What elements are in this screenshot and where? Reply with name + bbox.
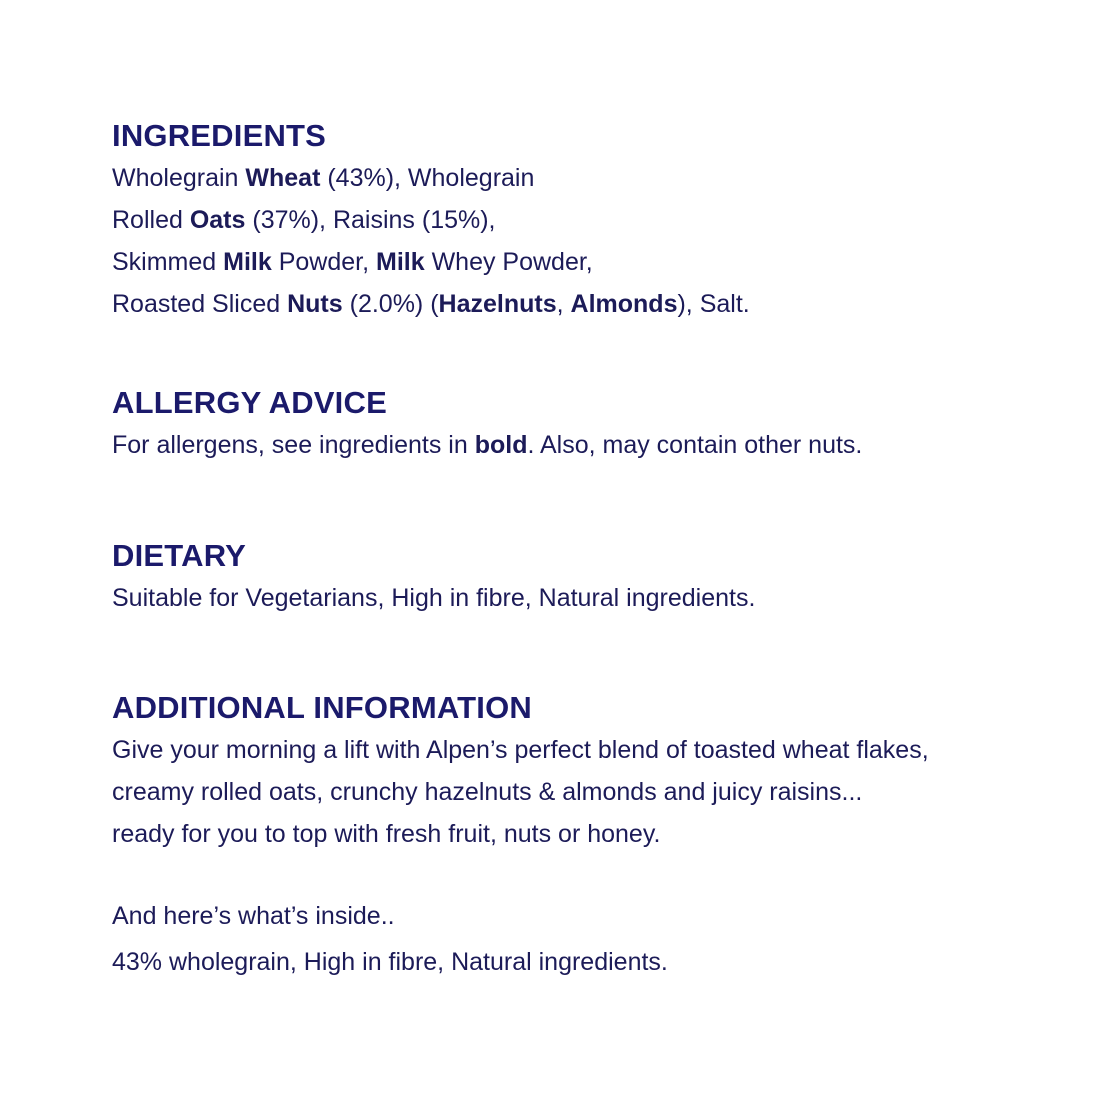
description-line: creamy rolled oats, crunchy hazelnuts & almonds and juicy raisins... xyxy=(112,778,863,806)
dietary-heading: DIETARY xyxy=(112,538,247,573)
description-line: ready for you to top with fresh fruit, nuts or honey. xyxy=(112,820,661,848)
ingredients-line xyxy=(112,283,1072,325)
allergen-bold: Almonds xyxy=(570,290,678,318)
allergen-bold: Milk xyxy=(223,248,272,276)
allergy-section xyxy=(112,385,1072,466)
dietary-text: Suitable for Vegetarians, High in fibre, Natural ingredients. xyxy=(112,584,756,612)
allergen-bold: Hazelnuts xyxy=(438,290,557,318)
text-span: Whey Powder, xyxy=(424,248,593,276)
text-span: ), Salt. xyxy=(677,290,750,318)
ingredients-line xyxy=(112,157,1072,199)
additional-heading: ADDITIONAL INFORMATION xyxy=(112,690,532,725)
inside-intro: And here’s what’s inside.. xyxy=(112,902,395,930)
allergy-text xyxy=(112,424,1072,466)
additional-section xyxy=(112,690,1072,983)
text-span: Powder, xyxy=(271,248,376,276)
text-span: (2.0%) ( xyxy=(342,290,439,318)
allergen-bold: Milk xyxy=(376,248,425,276)
dietary-section xyxy=(112,538,1072,619)
allergy-heading: ALLERGY ADVICE xyxy=(112,385,387,420)
inside-info xyxy=(112,895,1072,983)
additional-description xyxy=(112,729,1072,855)
allergen-bold: Wheat xyxy=(245,164,321,192)
allergen-bold: Oats xyxy=(189,206,246,234)
inside-summary: 43% wholegrain, High in fibre, Natural ingredients. xyxy=(112,948,668,976)
text-span: (37%), Raisins (15%), xyxy=(245,206,496,234)
allergen-bold: Nuts xyxy=(287,290,343,318)
bold-word: bold xyxy=(474,431,528,459)
ingredients-heading: INGREDIENTS xyxy=(112,118,327,153)
ingredients-list xyxy=(112,157,1072,325)
text-span: . Also, may contain other nuts. xyxy=(527,431,863,459)
text-span: Wholegrain xyxy=(112,164,246,192)
description-line: Give your morning a lift with Alpen’s perfect blend of toasted wheat flakes, xyxy=(112,736,929,764)
text-span: (43%), Wholegrain xyxy=(320,164,535,192)
text-span: Skimmed xyxy=(112,248,224,276)
ingredients-section xyxy=(112,118,1072,325)
ingredients-line xyxy=(112,199,1072,241)
text-span: , xyxy=(556,290,571,318)
text-span: For allergens, see ingredients in xyxy=(112,431,475,459)
text-span: Roasted Sliced xyxy=(112,290,288,318)
ingredients-line xyxy=(112,241,1072,283)
text-span: Rolled xyxy=(112,206,190,234)
